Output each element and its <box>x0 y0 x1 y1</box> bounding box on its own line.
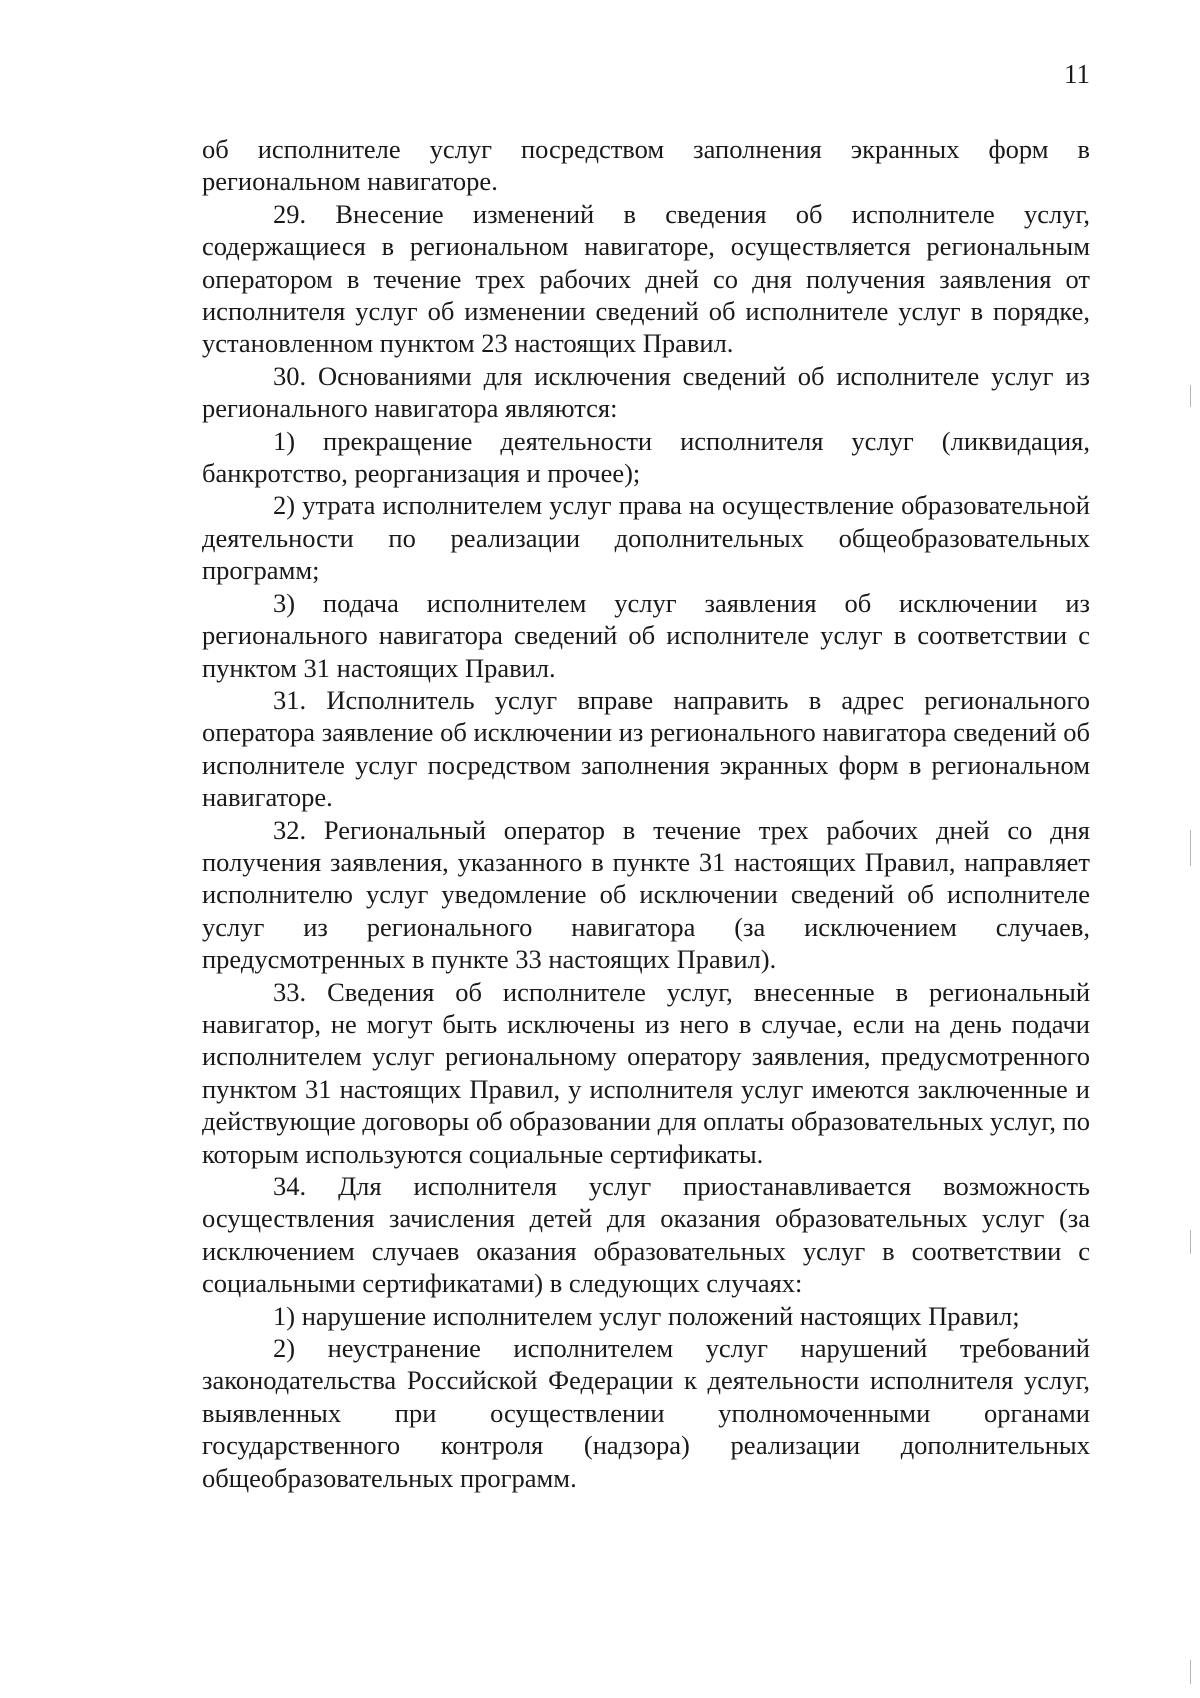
paragraph-29: 29. Внесение изменений в сведения об исполнителе услуг, содержащиеся в региональном навигаторе, осуществляется региональным оператором в течение трех рабочих дней со дня получения заявления от исполнителя услуг об изменении сведений об исполнителе услуг в порядке, установленном пунктом 23 настоящих Правил. <box>202 198 1090 359</box>
paragraph-33: 33. Сведения об исполнителе услуг, внесенные в региональный навигатор, не могут быть исключены из него в случае, если на день подачи исполнителем услуг региональному оператору заявления, предусмотренного пунктом 31 настоящих Правил, у исполнителя услуг имеются заключенные и действующие договоры об образовании для оплаты образовательных услуг, по которым используются социальные сертификаты. <box>202 976 1090 1169</box>
paragraph-30-item-3: 3) подача исполнителем услуг заявления об исключении из регионального навигатора сведений об исполнителе услуг в соответствии с пунктом 31 настоящих Правил. <box>202 587 1090 683</box>
scan-mark <box>1190 385 1191 407</box>
scan-edge-marks <box>1190 0 1192 1698</box>
page-number: 11 <box>1064 59 1090 89</box>
scan-mark <box>1190 1660 1191 1684</box>
paragraph-34: 34. Для исполнителя услуг приостанавливается возможность осуществления зачисления детей для оказания образовательных услуг (за исключением случаев оказания образовательных услуг в соответствии с социальными сертификатами) в следующих случаях: <box>202 1171 1090 1299</box>
paragraph-34-item-2: 2) неустранение исполнителем услуг нарушений требований законодательства Российской Федерации к деятельности исполнителя услуг, выявленных при осуществлении уполномоченными органами государственного контроля (надзора) реализации дополнительных общеобразовательных программ. <box>202 1333 1090 1493</box>
paragraph-30-item-1: 1) прекращение деятельности исполнителя услуг (ликвидация, банкротство, реорганизация и прочее); <box>202 425 1090 489</box>
scan-mark <box>1190 830 1191 866</box>
paragraph-30: 30. Основаниями для исключения сведений об исполнителе услуг из регионального навигатора являются: <box>202 360 1090 424</box>
paragraph-continuation: об исполнителе услуг посредством заполнения экранных форм в региональном навигаторе. <box>202 134 1090 197</box>
paragraph-32: 32. Региональный оператор в течение трех рабочих дней со дня получения заявления, указанного в пункте 31 настоящих Правил, направляет исполнителю услуг уведомление об исключении сведений об исполнителе услуг из регионального навигатора (за исключением случаев, предусмотренных в пункте 33 настоящих Правил). <box>202 814 1090 975</box>
paragraph-30-item-2: 2) утрата исполнителем услуг права на осуществление образовательной деятельности по реализации дополнительных общеобразовательных программ; <box>202 490 1090 586</box>
document-body <box>202 133 1090 1494</box>
scan-mark <box>1190 1230 1191 1254</box>
paragraph-34-item-1: 1) нарушение исполнителем услуг положений настоящих Правил; <box>273 1300 1020 1331</box>
paragraph-31: 31. Исполнитель услуг вправе направить в адрес регионального оператора заявление об исключении из регионального навигатора сведений об исполнителе услуг посредством заполнения экранных форм в региональном навигаторе. <box>202 684 1090 813</box>
